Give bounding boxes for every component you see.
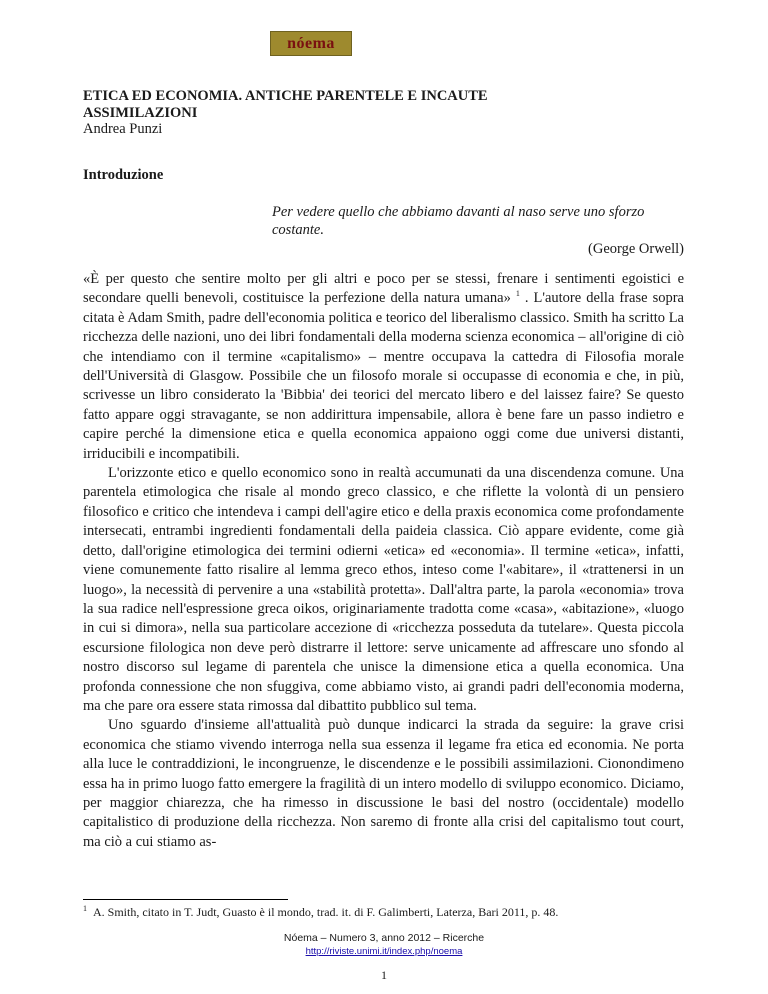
footnote-divider bbox=[83, 899, 288, 900]
footnote-ref: 1 bbox=[515, 289, 520, 299]
epigraph-author: (George Orwell) bbox=[588, 241, 684, 257]
article-body bbox=[83, 270, 684, 852]
epigraph-quote: Per vedere quello che abbiamo davanti al naso serve uno sforzo costante. bbox=[272, 204, 645, 238]
noema-logo bbox=[270, 31, 352, 56]
footnote-text: A. Smith, citato in T. Judt, Guasto è il mondo, trad. it. di F. Galimberti, Laterza, Bari 2011, p. 48. bbox=[93, 905, 559, 919]
page-number: 1 bbox=[381, 968, 387, 982]
paragraph: L'orizzonte etico e quello economico sono in realtà accumunati da una discendenza comune. Una parentela etimologica che risale al mondo greco classico, e che riflette la volontà di un pensiero filosofico e critico che intendeva i campi dell'agire etico e della praxis economica come profondamente intersecati, entrambi ingredienti fondamentali della paideia classica. Ciò appare evidente, come già detto, dall'origine etimologica dei termini odierni «etica» ed «economia». Il termine «etica», infatti, viene comunemente fatto risalire al lemma greco ethos, inteso come l'«abitare», il «trattenersi in un luogo», la necessità di pervenire a una «stabilità protetta». Dall'altra parte, la parola «economia» trova la sua radice nell'espressione greca oikos, originariamente tradotta come «casa», «abitazione», «luogo in cui si dimora», nella sua particolare accezione di «ricchezza posseduta da tutelare». Questa piccola escursione filologica non deve però distrarre il lettore: serve unicamente ad affrescare uno sfondo al nostro discorso sul legame di parentela che unisce la dimensione etica a quella economica. Una profonda connessione che non sfuggiva, come abbiamo visto, ai grandi padri dell'economia moderna, ma che pare ora essere stata rimossa dal dibattito pubblico sul tema. bbox=[83, 465, 684, 714]
logo-text: nóema bbox=[287, 34, 335, 52]
paragraph: «È per questo che sentire molto per gli altri e poco per se stessi, frenare i sentimenti egoistici e secondare quelli benevoli, costituisce la perfezione della natura umana» $^1$ . L'autore della frase sopra citata è Adam Smith, padre dell'economia politica e teorico del liberalismo classico. Smith ha scritto La ricchezza delle nazioni, uno dei libri fondamentali della moderna scienza economica – all'origine di ciò che intendiamo con il termine «capitalismo» – mentre occupava la cattedra di Filosofia morale dell'Università di Glasgow. Possibile che un filosofo morale si occupasse di economia e che, in più, scrivesse un libro considerato la 'Bibbia' dei teorici del mercato libero e del laissez faire? Se questo fatto appare oggi stravagante, se non addirittura impensabile, allora è bene fare un passo indietro e capire perché la dimensione etica e quella economica appaiono oggi come due universi distanti, irriducibili e incompatibili. bbox=[83, 271, 684, 462]
article-author: Andrea Punzi bbox=[83, 121, 163, 137]
footnote bbox=[83, 904, 684, 920]
journal-footer: Nóema – Numero 3, anno 2012 – Ricerche bbox=[283, 932, 485, 944]
section-heading: Introduzione bbox=[83, 167, 164, 183]
journal-link[interactable]: http://riviste.unimi.it/index.php/noema bbox=[305, 946, 463, 957]
footnote-number: 1 bbox=[83, 904, 87, 913]
article-title: ETICA ED ECONOMIA. ANTICHE PARENTELE E INCAUTE ASSIMILAZIONI bbox=[83, 88, 488, 121]
paragraph: Uno sguardo d'insieme all'attualità può dunque indicarci la strada da seguire: la grave crisi economica che stiamo vivendo interroga nella sua essenza il legame fra etica ed economia. Ne porta alla luce le contraddizioni, le incongruenze, le discendenze e le possibili assimilazioni. Cionondimeno essa ha in primo luogo fatto emergere la fragilità di un intero modello di sviluppo economico. Diciamo, per maggior chiarezza, che ha rimesso in discussione le basi del nostro (occidentale) modello capitalistico di produzione della ricchezza. Non saremo di fronte alla crisi del capitalismo tout court, ma ciò a cui stiamo as- bbox=[83, 717, 684, 850]
